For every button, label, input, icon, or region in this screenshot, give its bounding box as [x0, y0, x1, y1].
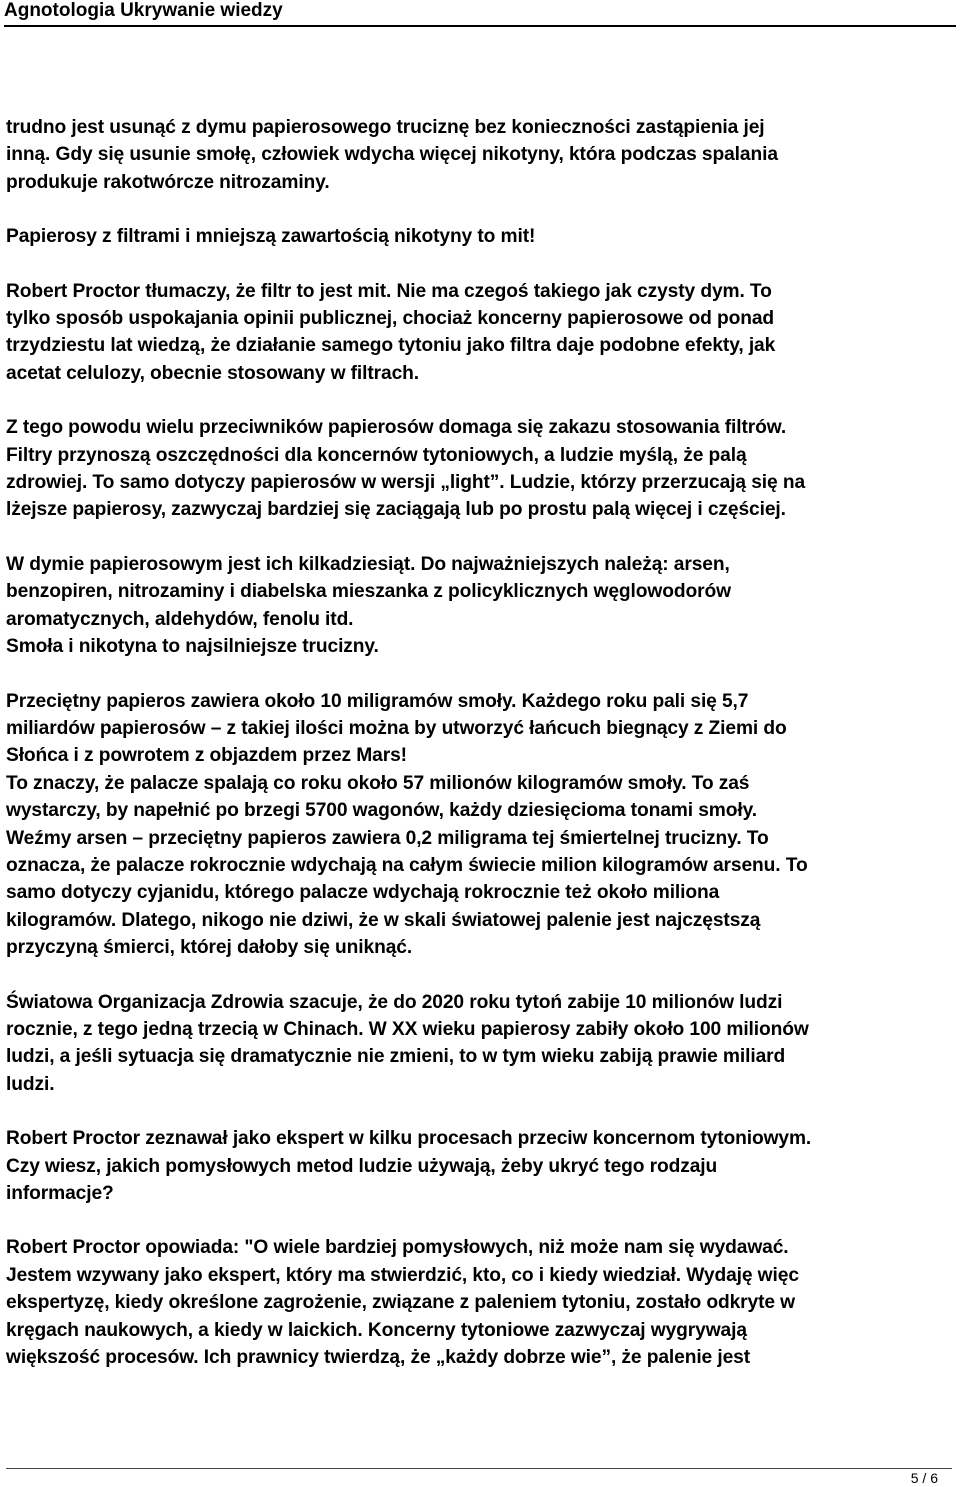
text-line: rocznie, z tego jedną trzecią w Chinach. W XX wieku papierosy zabiły około 100 milionów: [6, 1018, 809, 1040]
text-line: kilogramów. Dlatego, nikogo nie dziwi, że w skali światowej palenie jest najczęstszą: [6, 909, 761, 931]
text-line: Papierosy z filtrami i mniejszą zawartością nikotyny to mit!: [6, 226, 536, 248]
text-line: produkuje rakotwórcze nitrozaminy.: [6, 171, 330, 193]
text-line: lżejsze papierosy, zazwyczaj bardziej się zaciągają lub po prostu palą więcej i częściej.: [6, 499, 786, 521]
text-line: większość procesów. Ich prawnicy twierdzą, że „każdy dobrze wie”, że palenie jest: [6, 1347, 751, 1369]
text-line: miliardów papierosów – z takiej ilości można by utworzyć łańcuch biegnący z Ziemi do: [6, 717, 787, 739]
document-title: Agnotologia Ukrywanie wiedzy: [4, 0, 283, 21]
text-line: przyczyną śmierci, której dałoby się uniknąć.: [6, 937, 413, 959]
text-line: wystarczy, by napełnić po brzegi 5700 wagonów, każdy dziesięcioma tonami smoły.: [6, 800, 757, 822]
page-footer: [6, 1468, 952, 1486]
text-line: ludzi.: [6, 1073, 55, 1095]
text-line: Jestem wzywany jako ekspert, który ma stwierdzić, kto, co i kiedy wiedział. Wydaję więc: [6, 1264, 799, 1286]
paragraph: [6, 688, 956, 962]
text-line: W dymie papierosowym jest ich kilkadziesiąt. Do najważniejszych należą: arsen,: [6, 553, 730, 575]
paragraph: [6, 114, 956, 196]
paragraph: [6, 989, 956, 1099]
text-line: Słońca i z powrotem z objazdem przez Mars!: [6, 745, 407, 767]
text-line: zdrowiej. To samo dotyczy papierosów w wersji „light”. Ludzie, którzy przerzucają się na: [6, 472, 806, 494]
text-line: benzopiren, nitrozaminy i diabelska mieszanka z policyklicznych węglowodorów: [6, 581, 731, 603]
text-line: Filtry przynoszą oszczędności dla koncernów tytoniowych, a ludzie myślą, że palą: [6, 444, 747, 466]
text-line: acetat celulozy, obecnie stosowany w filtrach.: [6, 362, 420, 384]
paragraph: [6, 223, 956, 250]
text-line: Robert Proctor tłumaczy, że filtr to jest mit. Nie ma czegoś takiego jak czysty dym. To: [6, 280, 772, 302]
text-line: Robert Proctor zeznawał jako ekspert w kilku procesach przeciw koncernom tytoniowym.: [6, 1128, 812, 1150]
text-line: ekspertyzę, kiedy określone zagrożenie, związane z paleniem tytoniu, zostało odkryte w: [6, 1292, 795, 1314]
text-line: Smoła i nikotyna to najsilniejsze trucizny.: [6, 636, 379, 658]
text-line: Czy wiesz, jakich pomysłowych metod ludzie używają, żeby ukryć tego rodzaju: [6, 1155, 718, 1177]
text-line: Z tego powodu wielu przeciwników papierosów domaga się zakazu stosowania filtrów.: [6, 417, 787, 439]
text-line: trudno jest usunąć z dymu papierosowego truciznę bez konieczności zastąpienia jej: [6, 117, 765, 138]
text-line: tylko sposób uspokajania opinii publicznej, chociaż koncerny papierosowe od ponad: [6, 308, 775, 330]
text-line: inną. Gdy się usunie smołę, człowiek wdycha więcej nikotyny, która podczas spalania: [6, 144, 778, 166]
text-line: informacje?: [6, 1183, 114, 1204]
page-number: 5 / 6: [910, 1470, 938, 1486]
paragraph: [6, 414, 956, 524]
text-line: samo dotyczy cyjanidu, którego palacze wdychają rokrocznie też około miliona: [6, 882, 720, 904]
paragraph: [6, 1234, 956, 1371]
text-line: Robert Proctor opowiada: "O wiele bardziej pomysłowych, niż może nam się wydawać.: [6, 1237, 789, 1259]
text-line: Przeciętny papieros zawiera około 10 miligramów smoły. Każdego roku pali się 5,7: [6, 690, 749, 712]
document-body: [6, 114, 956, 1398]
paragraph: [6, 551, 956, 661]
header-divider: [4, 25, 956, 27]
text-line: Światowa Organizacja Zdrowia szacuje, że do 2020 roku tytoń zabije 10 milionów ludzi: [6, 991, 783, 1013]
text-line: ludzi, a jeśli sytuacja się dramatycznie nie zmieni, to w tym wieku zabiją prawie miliard: [6, 1046, 786, 1068]
text-line: kręgach naukowych, a kiedy w laickich. Koncerny tytoniowe zazwyczaj wygrywają: [6, 1319, 747, 1341]
page-header: [4, 0, 956, 27]
text-line: aromatycznych, aldehydów, fenolu itd.: [6, 608, 354, 630]
text-line: trzydziestu lat wiedzą, że działanie samego tytoniu jako filtra daje podobne efekty, jak: [6, 335, 776, 357]
text-line: oznacza, że palacze rokrocznie wdychają na całym świecie milion kilogramów arsenu. To: [6, 854, 808, 876]
paragraph: [6, 1125, 956, 1207]
paragraph: [6, 278, 956, 388]
footer-divider: [6, 1468, 952, 1469]
text-line: Weźmy arsen – przeciętny papieros zawiera 0,2 miligrama tej śmiertelnej trucizny. To: [6, 827, 769, 849]
text-line: To znaczy, że palacze spalają co roku około 57 milionów kilogramów smoły. To zaś: [6, 772, 750, 794]
